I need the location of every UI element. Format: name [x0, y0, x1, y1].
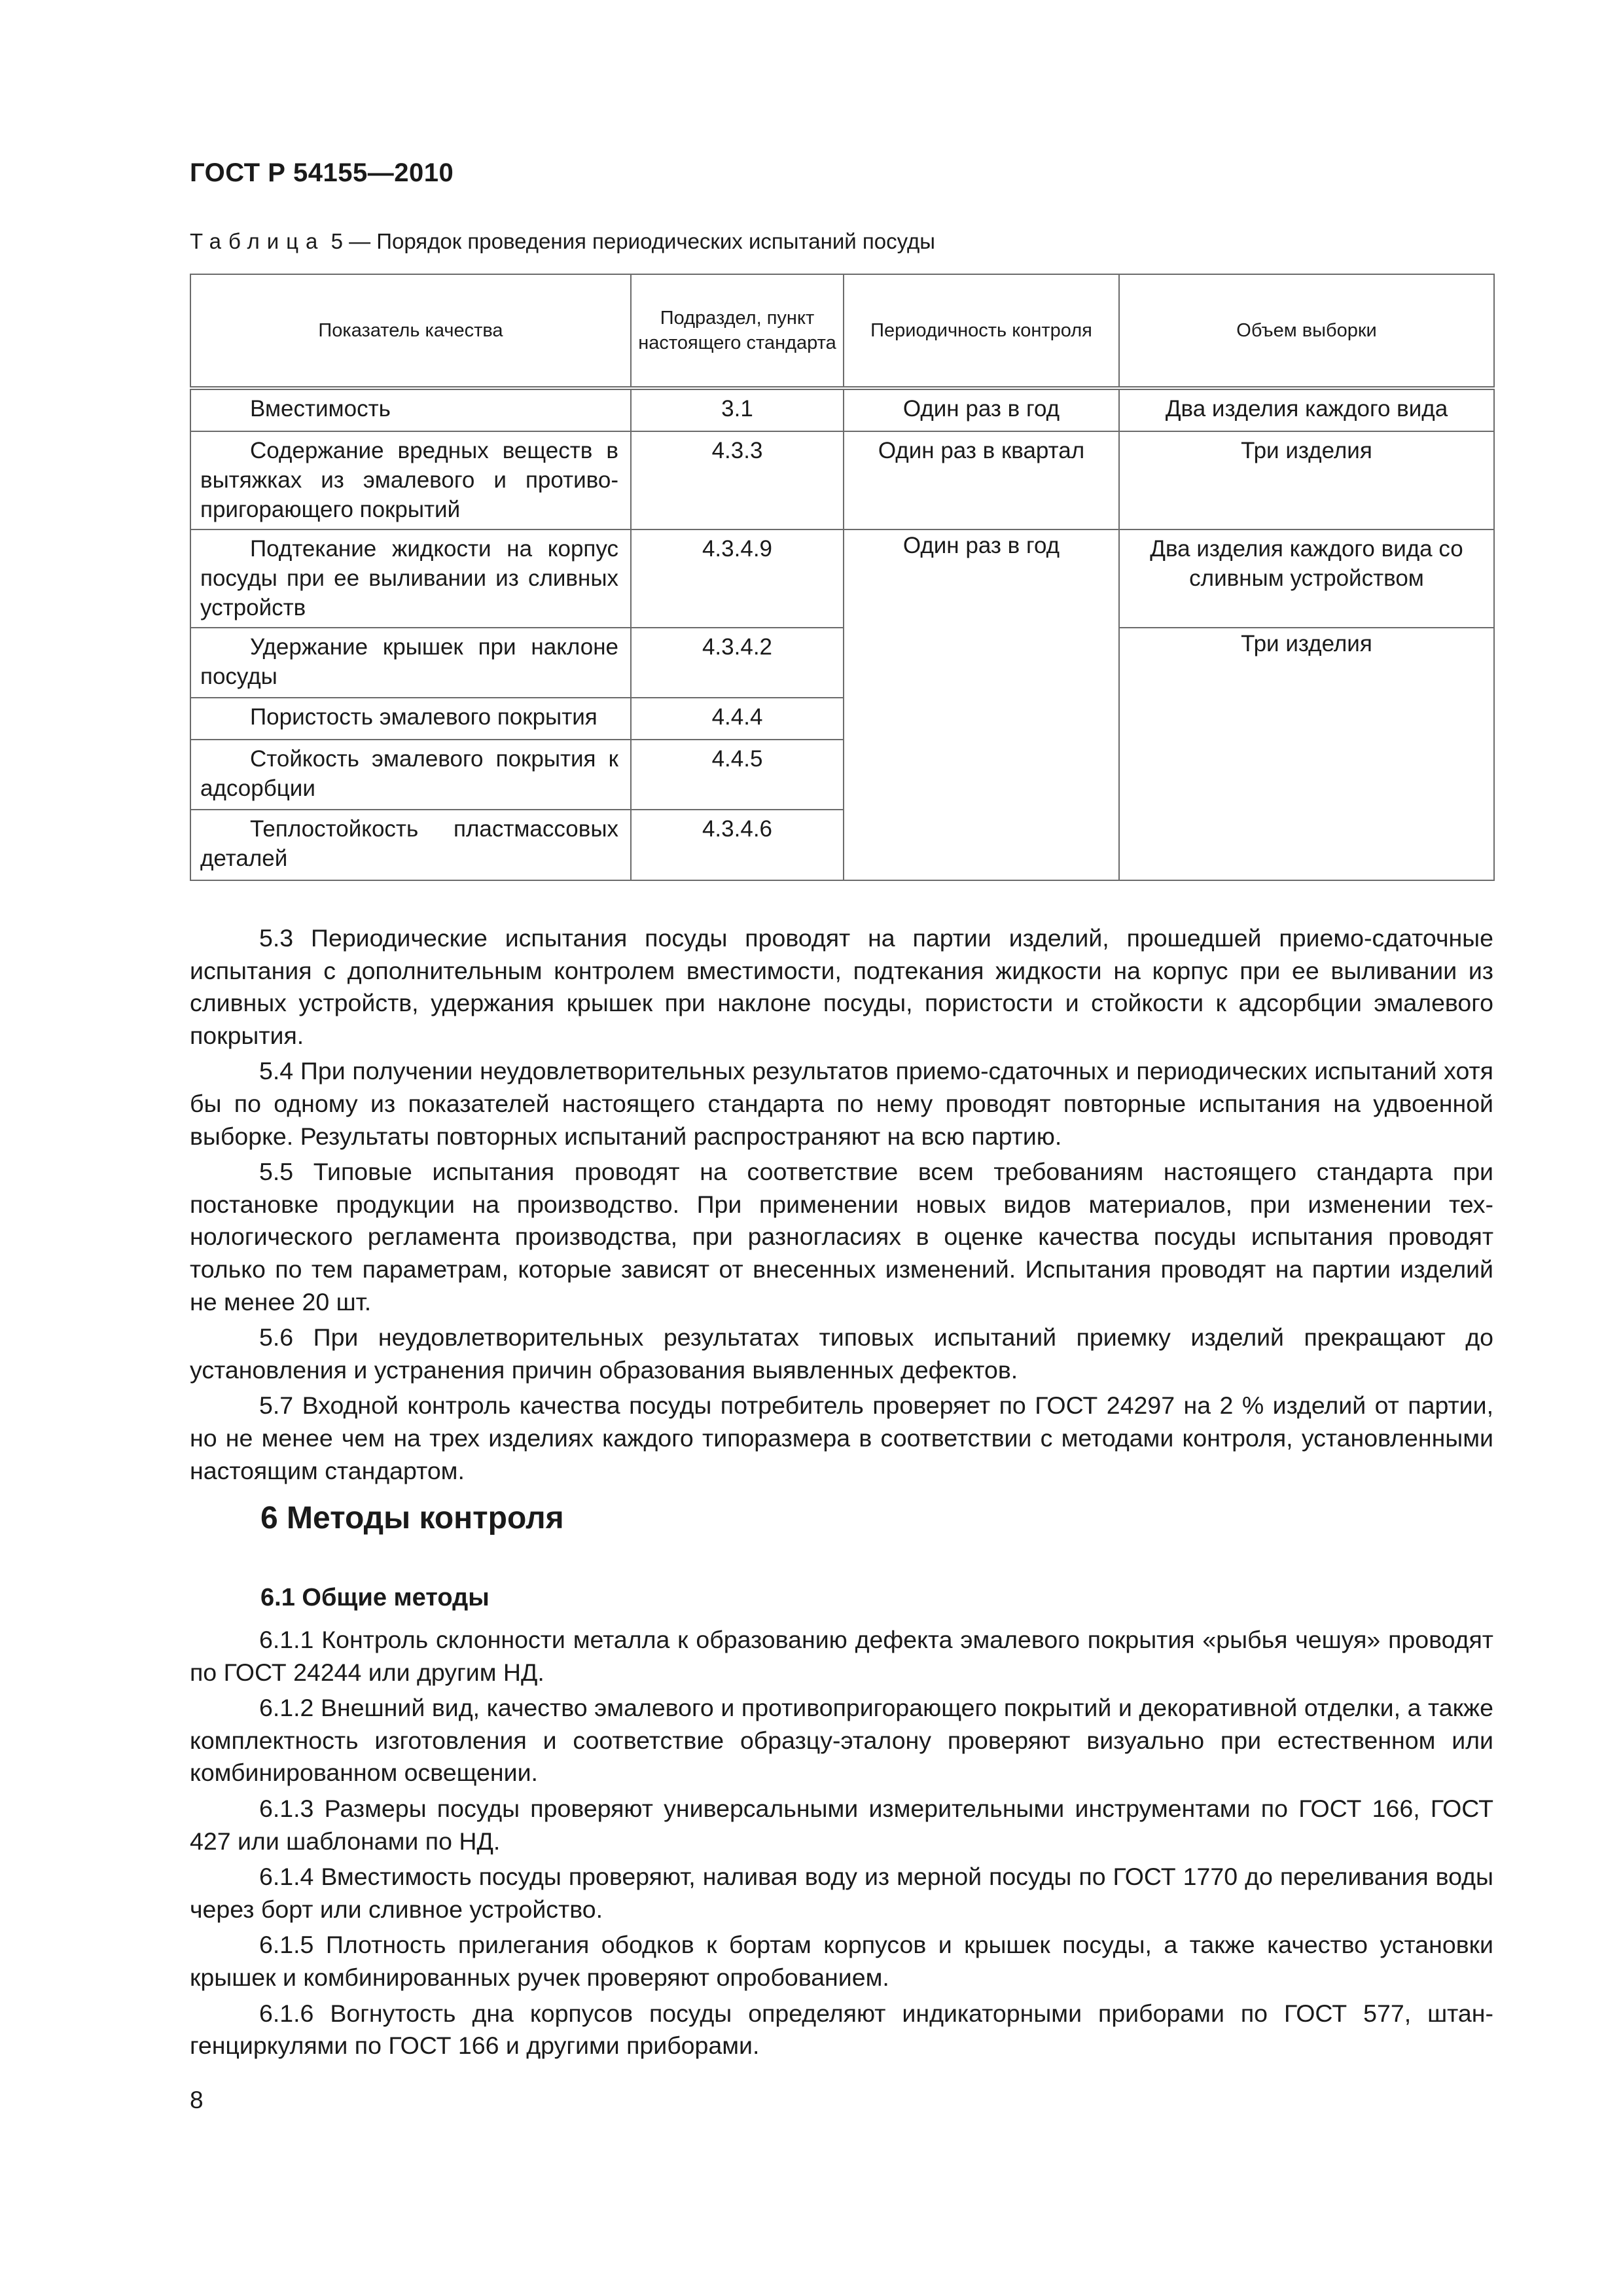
frequency-cell-merged: Один раз в год	[844, 529, 1119, 880]
section-cell: 4.3.4.9	[631, 529, 844, 628]
document-number: ГОСТ Р 54155—2010	[190, 158, 454, 187]
volume-cell: Два изделия каждого вида	[1119, 388, 1494, 431]
section-cell: 3.1	[631, 388, 844, 431]
volume-cell: Три изделия	[1119, 431, 1494, 529]
indicator-cell: Стойкость эмалевого покрытия к адсорбции	[190, 740, 631, 810]
column-header: Периодичность контроля	[844, 274, 1119, 388]
column-header: Показатель качества	[190, 274, 631, 388]
section-cell: 4.4.4	[631, 698, 844, 740]
paragraph: 6.1.4 Вместимость посуды проверяют, наливая воду из мерной посуды по ГОСТ 1770 до переливания воды через борт или сливное устройство.	[190, 1863, 1493, 1923]
inspection-table	[190, 274, 1495, 881]
section-cell: 4.3.4.6	[631, 810, 844, 880]
section-cell: 4.4.5	[631, 740, 844, 810]
paragraph: 6.1.5 Плотность прилегания ободков к бортам корпусов и крышек посуды, а также качество установки крышек и комбинированных ручек проверяют опробованием.	[190, 1931, 1493, 1991]
paragraph: 5.5 Типовые испытания проводят на соответствие всем требованиям настоящего стандарта при постановке продукции на производство. При применении новых видов материалов, при изменении технологического регламента производства, при разногласиях в оценке качества посуды испытания проводят только по тем параметрам, которые зависят от внесенных изменений. Испытания проводят на партии изделий не менее 20 шт.	[190, 1158, 1493, 1316]
indicator-cell: Подтекание жидкости на корпус посуды при ее выливании из сливных устройств	[190, 529, 631, 628]
indicator-cell: Вместимость	[190, 388, 631, 431]
section-6-paragraphs	[190, 1624, 1493, 2062]
volume-cell: Два изделия каждого вида со сливным устройством	[1119, 529, 1494, 628]
table-header-row	[190, 274, 1494, 388]
paragraph: 6.1.2 Внешний вид, качество эмалевого и противопригорающего покрытий и декоративной отделки, а также комплектность изготовления и соответствие образцу-эталону проверяют визуально при естественном или комбинированном освещении.	[190, 1694, 1493, 1787]
section-5-paragraphs	[190, 922, 1493, 1487]
page-number: 8	[190, 2087, 204, 2113]
paragraph: 5.4 При получении неудовлетворительных результатов приемо-сдаточных и периодических испытаний хотя бы по одному из показателей настоящего стандарта по нему проводят повторные испытания на удвоенной выборке. Результаты повторных испытаний распространяют на всю партию.	[190, 1057, 1493, 1150]
indicator-cell: Теплостойкость пластмассовых деталей	[190, 810, 631, 880]
table-row	[190, 388, 1494, 431]
section-cell: 4.3.3	[631, 431, 844, 529]
indicator-cell: Удержание крышек при наклоне посуды	[190, 628, 631, 698]
table-row	[190, 529, 1494, 628]
column-header: Объем выборки	[1119, 274, 1494, 388]
section-cell: 4.3.4.2	[631, 628, 844, 698]
table-row	[190, 431, 1494, 529]
table-caption	[190, 229, 935, 254]
volume-cell-merged: Три изделия	[1119, 628, 1494, 880]
table-row	[190, 628, 1494, 698]
paragraph: 5.7 Входной контроль качества посуды потребитель проверяет по ГОСТ 24297 на 2 % изделий от партии, но не менее чем на трех изделиях каждого типоразмера в соответствии с методами контроля, установленными настоящим стандартом.	[190, 1391, 1493, 1484]
column-header: Подраздел, пункт настоящего стандарта	[631, 274, 844, 388]
indicator-cell: Пористость эмалевого покрытия	[190, 698, 631, 740]
subsection-title: 6.1 Общие методы	[260, 1584, 490, 1611]
paragraph: 6.1.3 Размеры посуды проверяют универсальными измерительными инструментами по ГОСТ 166, ГОСТ 427 или шаблонами по НД.	[190, 1794, 1493, 1855]
paragraph: 5.3 Периодические испытания посуды проводят на партии изделий, прошедшей приемо-сдаточные испытания с дополнительным контролем вместимости, подтекания жидкости на корпус при ее выливании из сливных устройств, удержания крышек при наклоне посуды, пористости и стойкости к адсорбции эмалевого покрытия.	[190, 924, 1493, 1049]
table-caption-title: 5 — Порядок проведения периодических испытаний посуды	[330, 229, 935, 253]
section-title: 6 Методы контроля	[260, 1501, 564, 1535]
paragraph: 6.1.1 Контроль склонности металла к образованию дефекта эмалевого покрытия «рыбья чешуя» проводят по ГОСТ 24244 или другим НД.	[190, 1626, 1493, 1686]
table-caption-word: Таблица	[190, 229, 325, 253]
indicator-cell: Содержание вредных веществ в вытяжках из эмалевого и противопригорающего покрытий	[190, 431, 631, 529]
frequency-cell: Один раз в год	[844, 388, 1119, 431]
paragraph: 5.6 При неудовлетворительных результатах типовых испытаний приемку изделий прекращают до установления и устранения причин образования выявленных дефектов.	[190, 1323, 1493, 1384]
frequency-cell: Один раз в квартал	[844, 431, 1119, 529]
paragraph: 6.1.6 Вогнутость дна корпусов посуды определяют индикаторными приборами по ГОСТ 577, штангенциркулями по ГОСТ 166 и другими приборами.	[190, 1999, 1493, 2060]
